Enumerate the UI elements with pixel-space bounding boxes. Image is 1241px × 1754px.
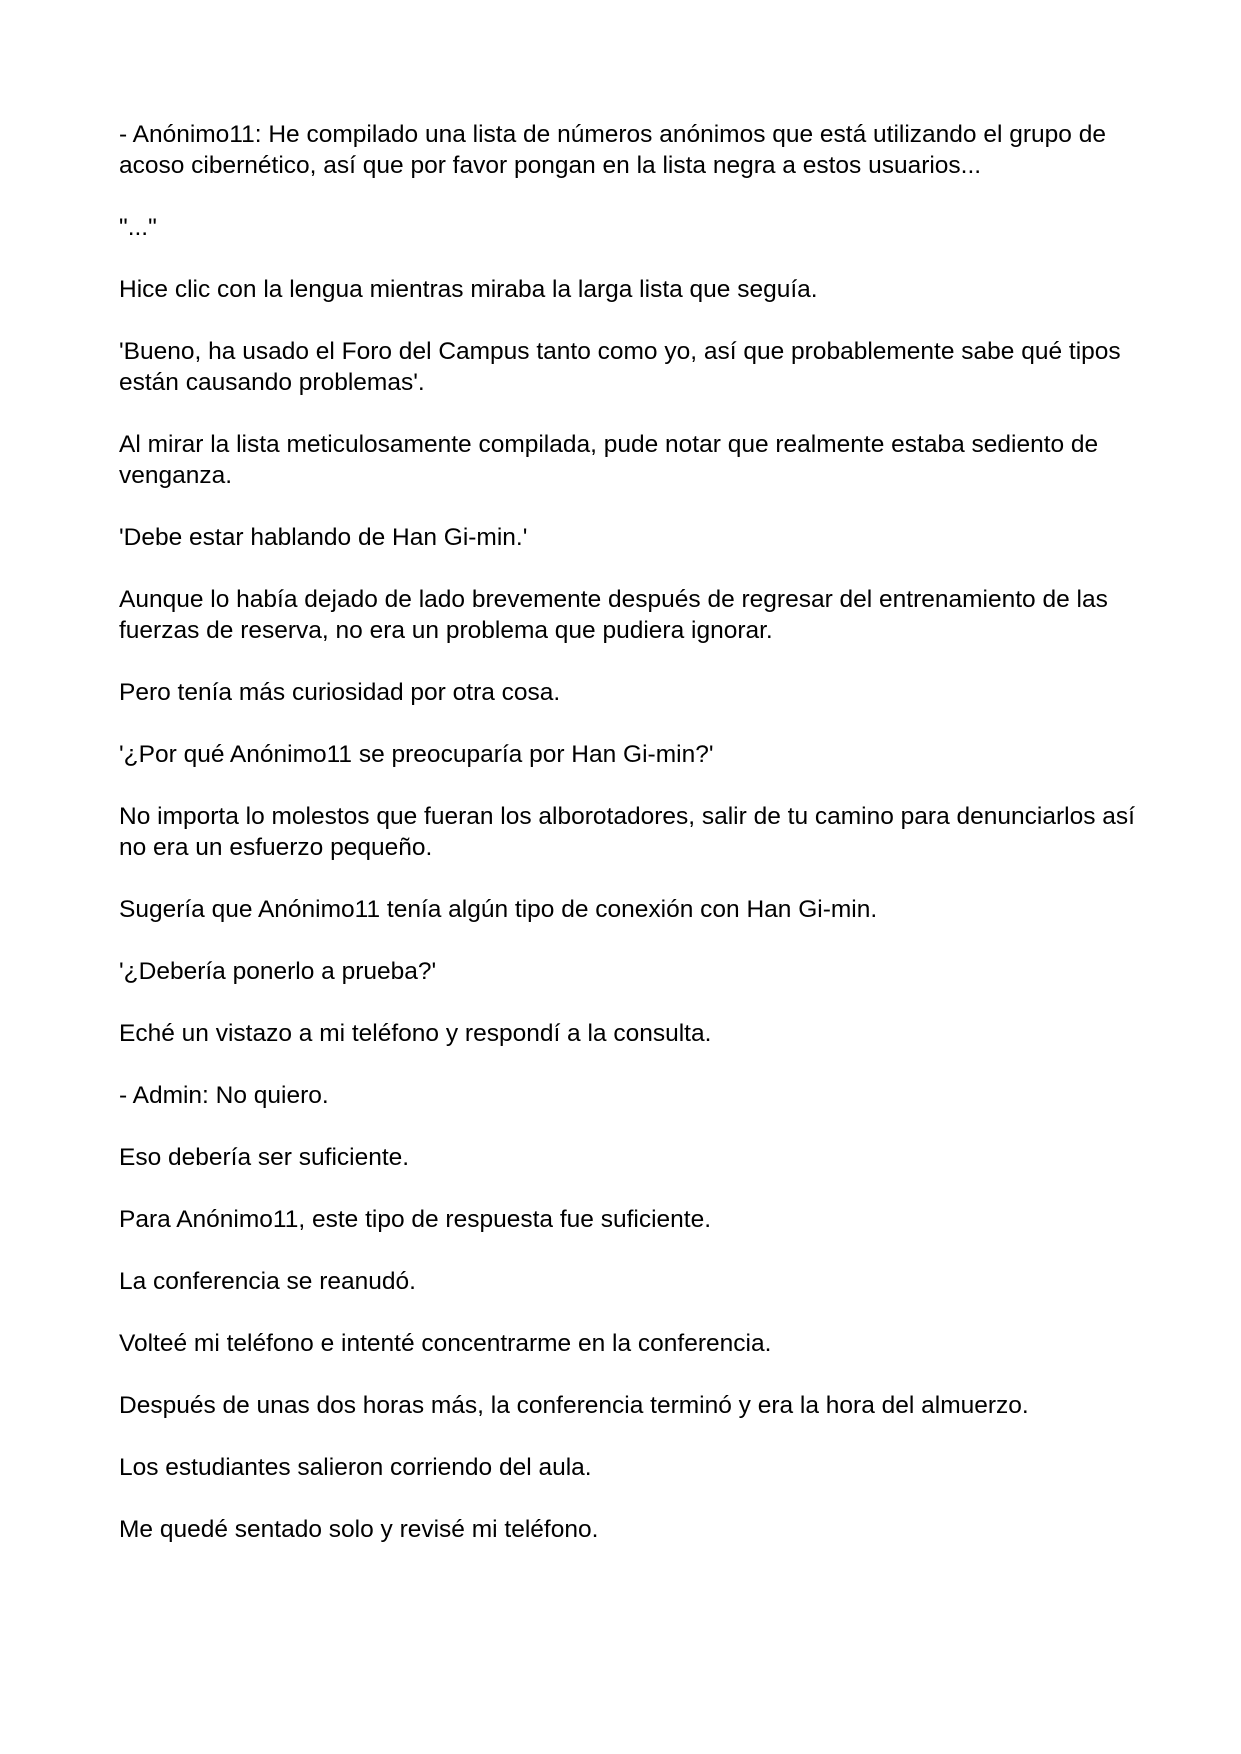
paragraph: - Anónimo11: He compilado una lista de números anónimos que está utilizando el grupo de acoso cibernético, así que por favor pongan en la lista negra a estos usuarios... (119, 121, 1106, 179)
paragraph: Hice clic con la lengua mientras miraba la larga lista que seguía. (119, 276, 818, 303)
paragraph: 'Bueno, ha usado el Foro del Campus tanto como yo, así que probablemente sabe qué tipos están causando problemas'. (119, 338, 1121, 396)
paragraph: '¿Por qué Anónimo11 se preocuparía por Han Gi-min?' (119, 741, 714, 768)
paragraph: Los estudiantes salieron corriendo del aula. (119, 1454, 592, 1481)
paragraph: Me quedé sentado solo y revisé mi teléfono. (119, 1516, 599, 1543)
paragraph: "..." (119, 214, 157, 241)
paragraph: Pero tenía más curiosidad por otra cosa. (119, 679, 561, 706)
paragraph: Sugería que Anónimo11 tenía algún tipo de conexión con Han Gi-min. (119, 896, 878, 923)
paragraph: Eso debería ser suficiente. (119, 1144, 410, 1171)
paragraph: Eché un vistazo a mi teléfono y respondí a la consulta. (119, 1020, 712, 1047)
paragraph: La conferencia se reanudó. (119, 1268, 416, 1295)
paragraph: Aunque lo había dejado de lado brevemente después de regresar del entrenamiento de las fuerzas de reserva, no era un problema que pudiera ignorar. (119, 586, 1108, 644)
paragraph: No importa lo molestos que fueran los alborotadores, salir de tu camino para denunciarlos así no era un esfuerzo pequeño. (119, 803, 1135, 861)
paragraph: Volteé mi teléfono e intenté concentrarme en la conferencia. (119, 1330, 772, 1357)
document-body (119, 119, 1139, 1545)
paragraph: '¿Debería ponerlo a prueba?' (119, 958, 437, 985)
paragraph: Después de unas dos horas más, la conferencia terminó y era la hora del almuerzo. (119, 1392, 1029, 1419)
paragraph: Para Anónimo11, este tipo de respuesta fue suficiente. (119, 1206, 712, 1233)
paragraph: 'Debe estar hablando de Han Gi-min.' (119, 524, 528, 551)
paragraph: Al mirar la lista meticulosamente compilada, pude notar que realmente estaba sediento de venganza. (119, 431, 1099, 489)
paragraph: - Admin: No quiero. (119, 1082, 329, 1109)
